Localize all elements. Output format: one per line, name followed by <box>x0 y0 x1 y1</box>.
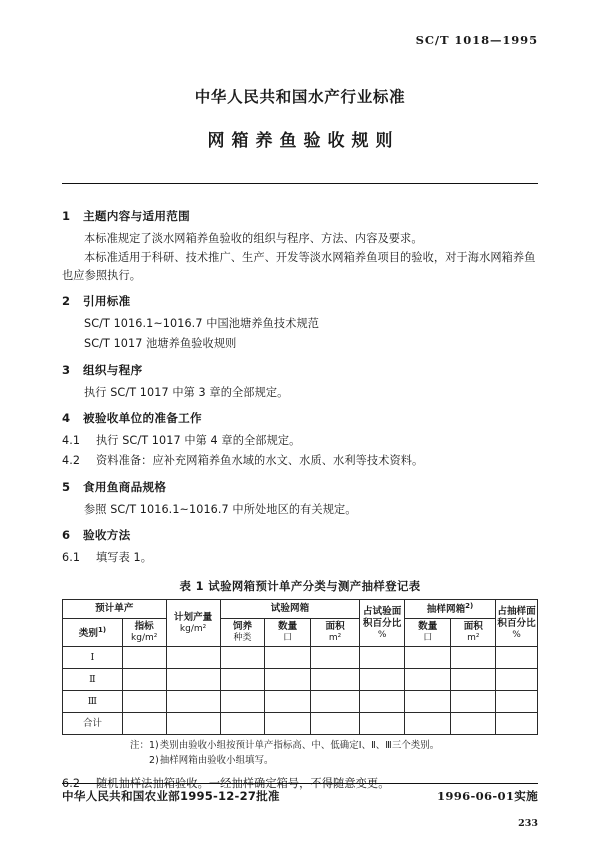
cell-r3c2[interactable] <box>122 691 166 713</box>
approval-statement: 中华人民共和国农业部1995-12-27批准 <box>62 789 280 803</box>
section-title-2: 引用标准 <box>83 294 131 309</box>
paragraph-3-1: 执行 SC/T 1017 中第 3 章的全部规定。 <box>84 385 289 399</box>
trial-area-percent-label: 占试验面积百分比 <box>362 605 402 629</box>
section-title-3: 组织与程序 <box>83 362 143 377</box>
cell-r3c9[interactable] <box>451 691 496 713</box>
table-body <box>63 647 538 735</box>
sub-header-sample-count <box>404 619 451 647</box>
cell-r2c2[interactable] <box>122 669 166 691</box>
fish-species-label2: 种类 <box>233 633 252 644</box>
trial-count-unit: 口 <box>283 633 293 644</box>
cell-r4c9[interactable] <box>451 713 496 735</box>
section-heading-5 <box>62 479 538 497</box>
cell-r3c4[interactable] <box>220 691 265 713</box>
section-heading-1 <box>62 208 538 226</box>
effective-date: 1996-06-01实施 <box>437 789 538 803</box>
sub-header-index <box>122 619 166 647</box>
paragraph-5-1: 参照 SC/T 1016.1~1016.7 中所处地区的有关规定。 <box>84 502 357 516</box>
cell-r2c4[interactable] <box>220 669 265 691</box>
table-note-2 <box>130 754 538 768</box>
header-divider <box>62 183 538 184</box>
sample-cages-footnote-marker: 2) <box>465 602 474 611</box>
trial-count-label: 数量 <box>278 621 298 633</box>
cell-r1c5[interactable] <box>265 647 311 669</box>
cell-r4c7[interactable] <box>360 713 405 735</box>
cell-r1c2[interactable] <box>122 647 166 669</box>
cell-r4c4[interactable] <box>220 713 265 735</box>
row-label-total: 合计 <box>63 713 123 735</box>
table-row-total <box>63 713 538 735</box>
sub-header-fish-species <box>220 619 265 647</box>
reference-item-2: SC/T 1017 池塘养鱼验收规则 <box>84 337 237 351</box>
subclause-number-6-1: 6.1 <box>62 551 81 565</box>
section-heading-2 <box>62 293 538 311</box>
group-header-planned-output <box>166 600 220 647</box>
cell-r3c10[interactable] <box>496 691 538 713</box>
cell-r1c8[interactable] <box>404 647 451 669</box>
row-label-2: Ⅱ <box>63 669 123 691</box>
subclause-number-6-2: 6.2 <box>62 776 81 790</box>
subclause-text-4-1: 执行 SC/T 1017 中第 4 章的全部规定。 <box>96 434 301 448</box>
planned-output-label: 计划产量 <box>173 611 213 623</box>
cell-r4c8[interactable] <box>404 713 451 735</box>
group-header-sample-cages <box>404 600 495 619</box>
subclause-4-1 <box>62 432 538 449</box>
trial-area-label: 面积 <box>325 621 345 633</box>
sample-area-percent-label: 占抽样面积百分比 <box>497 605 536 629</box>
section-heading-4 <box>62 410 538 428</box>
category-footnote-marker: 1) <box>97 625 107 634</box>
registration-table <box>62 599 538 735</box>
subclause-4-2 <box>62 452 538 469</box>
table-row <box>63 647 538 669</box>
section-title-6: 验收方法 <box>83 528 131 543</box>
row-label-1: Ⅰ <box>63 647 123 669</box>
cell-r1c7[interactable] <box>360 647 405 669</box>
subclause-number-4-2: 4.2 <box>62 454 81 468</box>
table-note-1-label: 注：1) <box>130 740 159 752</box>
trial-area-unit: m² <box>328 633 342 644</box>
subclause-text-6-1: 填写表 1。 <box>96 551 153 565</box>
table-row <box>63 691 538 713</box>
issuing-organization: 中华人民共和国水产行业标准 <box>194 88 406 106</box>
paragraph-1-2: 本标准适用于科研、技术推广、生产、开发等淡水网箱养鱼项目的验收，对于海水网箱养鱼也应参照执行。 <box>62 251 536 282</box>
cell-r4c10[interactable] <box>496 713 538 735</box>
table-sub-header-row <box>63 619 538 647</box>
index-unit: kg/m² <box>131 633 158 644</box>
section-title-1: 主题内容与适用范围 <box>83 208 191 223</box>
table-note-2-text: 抽样网箱由验收小组填写。 <box>159 754 274 766</box>
cell-r2c8[interactable] <box>404 669 451 691</box>
category-label: 类别 <box>78 627 98 639</box>
sample-cages-label: 抽样网箱 <box>426 604 466 616</box>
sample-count-unit: 口 <box>423 633 433 644</box>
cell-r3c3[interactable] <box>166 691 220 713</box>
cell-r3c5[interactable] <box>265 691 311 713</box>
standard-number: SC/T 1018—1995 <box>415 33 538 47</box>
sub-header-category <box>63 619 123 647</box>
table-notes <box>62 739 538 767</box>
group-header-expected-yield: 预计单产 <box>63 600 167 619</box>
masthead <box>62 0 538 184</box>
group-header-trial-area-percent <box>360 600 405 647</box>
document-title: 网箱养鱼验收规则 <box>207 130 400 151</box>
paragraph-1-1: 本标准规定了淡水网箱养鱼验收的组织与程序、方法、内容及要求。 <box>84 231 423 245</box>
sub-header-trial-area <box>310 619 359 647</box>
cell-r1c4[interactable] <box>220 647 265 669</box>
sub-header-trial-count <box>265 619 311 647</box>
document-body <box>62 184 538 792</box>
trial-area-percent-unit: % <box>377 629 387 640</box>
cell-r1c3[interactable] <box>166 647 220 669</box>
cell-r4c3[interactable] <box>166 713 220 735</box>
sample-area-label: 面积 <box>463 621 483 633</box>
subclause-number-4-1: 4.1 <box>62 434 81 448</box>
table-note-1-text: 类别由验收小组按预计单产指标高、中、低确定Ⅰ、Ⅱ、Ⅲ三个类别。 <box>159 740 440 752</box>
index-label: 指标 <box>134 621 154 633</box>
cell-r2c6[interactable] <box>310 669 359 691</box>
section-heading-6 <box>62 527 538 545</box>
cell-r3c8[interactable] <box>404 691 451 713</box>
cell-r1c6[interactable] <box>310 647 359 669</box>
subclause-6-1 <box>62 549 538 566</box>
cell-r3c6[interactable] <box>310 691 359 713</box>
cell-r2c5[interactable] <box>265 669 311 691</box>
page-footer <box>62 783 538 804</box>
section-number-2: 2 <box>62 294 71 309</box>
section-number-1: 1 <box>62 208 71 223</box>
reference-item-1: SC/T 1016.1~1016.7 中国池塘养鱼技术规范 <box>84 317 320 330</box>
fish-species-label: 饲养 <box>232 621 253 633</box>
row-label-3: Ⅲ <box>63 691 123 713</box>
cell-r1c9[interactable] <box>451 647 496 669</box>
page-number: 233 <box>518 818 538 829</box>
group-header-trial-cages: 试验网箱 <box>220 600 360 619</box>
subclause-text-6-2: 随机抽样法抽箱验收。一经抽样确定箱号，不得随意变更。 <box>96 776 390 790</box>
section-number-4: 4 <box>62 411 71 426</box>
planned-output-unit: kg/m² <box>179 623 207 634</box>
cell-r3c7[interactable] <box>360 691 405 713</box>
section-title-4: 被验收单位的准备工作 <box>83 411 202 426</box>
cell-r2c7[interactable] <box>360 669 405 691</box>
sample-area-unit: m² <box>467 633 480 644</box>
cell-r2c3[interactable] <box>166 669 220 691</box>
cell-r4c2[interactable] <box>122 713 166 735</box>
table-group-header-row <box>63 600 538 619</box>
subclause-text-4-2: 资料准备：应补充网箱养鱼水域的水文、水质、水利等技术资料。 <box>96 454 424 468</box>
footer-divider <box>62 783 538 784</box>
sample-area-percent-unit: % <box>512 629 521 640</box>
cell-r4c5[interactable] <box>265 713 311 735</box>
group-header-sample-area-percent <box>496 600 538 647</box>
cell-r2c9[interactable] <box>451 669 496 691</box>
section-number-3: 3 <box>62 362 71 377</box>
cell-r2c10[interactable] <box>496 669 538 691</box>
cell-r4c6[interactable] <box>310 713 359 735</box>
footer-row <box>62 788 538 804</box>
table-row <box>63 669 538 691</box>
table-note-1 <box>130 739 538 753</box>
sample-count-label: 数量 <box>418 621 438 633</box>
section-heading-3 <box>62 362 538 380</box>
section-number-6: 6 <box>62 528 71 543</box>
cell-r1c10[interactable] <box>496 647 538 669</box>
section-title-5: 食用鱼商品规格 <box>83 479 167 494</box>
section-number-5: 5 <box>62 479 71 494</box>
table-caption: 表 1 试验网箱预计单产分类与测产抽样登记表 <box>179 579 421 594</box>
table-note-2-label: 2) <box>149 754 159 766</box>
sub-header-sample-area <box>451 619 496 647</box>
